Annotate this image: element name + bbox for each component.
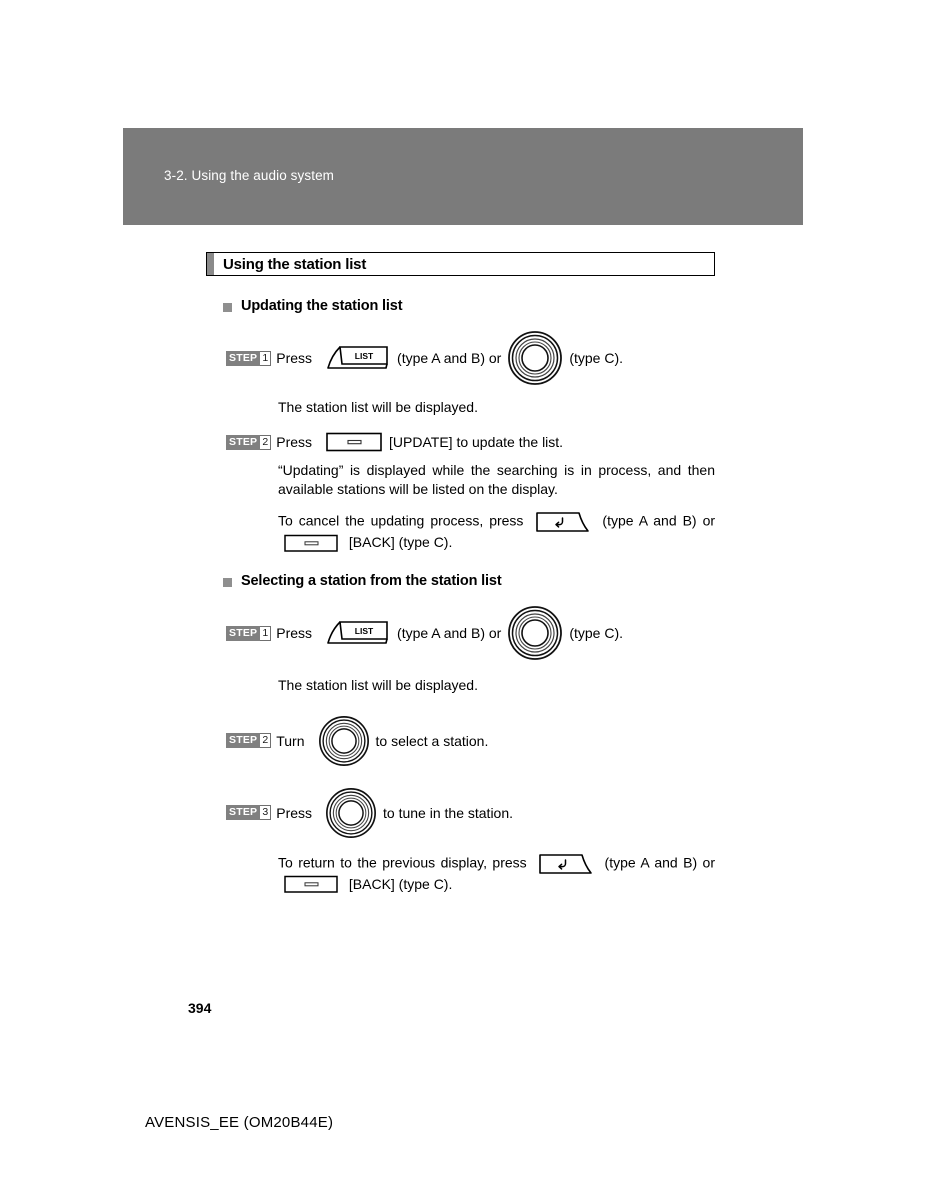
step-tail-text: to tune in the station. (383, 804, 514, 821)
blank-dash-key-icon[interactable] (284, 534, 339, 553)
step-badge-word: STEP (226, 626, 260, 641)
subheading-updating-station-list (223, 298, 718, 314)
step-middle-text: (type A and B) or (397, 350, 502, 366)
subheading-selecting-station (223, 573, 718, 589)
step-verb: Press (276, 625, 313, 642)
step-row-2-1 (226, 605, 718, 661)
step-verb: Press (276, 804, 313, 821)
page-content (206, 252, 718, 894)
step-tail-text: (type C). (569, 625, 624, 642)
section-title-box (206, 252, 715, 276)
step-tail-text: to select a station. (375, 732, 489, 749)
note-station-list-displayed-1: The station list will be displayed. (278, 399, 478, 415)
step-tail-text: [UPDATE] to update the list. (389, 434, 564, 451)
step-middle-text: (type A and B) or (397, 625, 502, 642)
step-row-2-2 (226, 715, 718, 767)
square-bullet-icon (223, 578, 232, 587)
step-badge-word: STEP (226, 351, 260, 366)
note-return-previous-display (278, 853, 715, 895)
section-breadcrumb: 3-2. Using the audio system (164, 168, 335, 183)
back-arrow-key-icon[interactable] (535, 511, 590, 533)
blank-dash-key-icon[interactable] (326, 432, 382, 452)
blank-dash-key-icon[interactable] (284, 875, 339, 894)
subheading-label: Updating the station list (241, 298, 403, 314)
rotary-knob-icon[interactable] (318, 715, 370, 767)
step-badge-word: STEP (226, 805, 260, 820)
step-tail-text: (type C). (569, 350, 624, 366)
step-verb: Press (276, 350, 313, 366)
rotary-knob-icon[interactable] (507, 605, 563, 661)
step-badge-number: 2 (260, 733, 271, 748)
step-row-2-3 (226, 787, 718, 839)
rotary-knob-icon[interactable] (325, 787, 377, 839)
step-badge (226, 805, 271, 820)
section-title-text: Using the station list (223, 255, 367, 273)
svg-text:LIST: LIST (354, 351, 374, 361)
note-station-list-displayed-2: The station list will be displayed. (278, 677, 478, 694)
step-row-1-1 (226, 330, 718, 386)
subheading-label: Selecting a station from the station list (241, 573, 502, 590)
rotary-knob-icon[interactable] (507, 330, 563, 386)
square-bullet-icon (223, 303, 232, 312)
step-verb: Press (276, 434, 313, 451)
step-badge-word: STEP (226, 733, 260, 748)
list-key-icon[interactable] (326, 620, 390, 646)
step-badge-number: 1 (260, 351, 271, 366)
step-verb: Turn (276, 732, 305, 749)
title-accent-bar (207, 253, 214, 275)
note-cancel-pre-text: To cancel the updating process, press (278, 513, 524, 530)
list-key-icon[interactable] (326, 345, 390, 371)
note-return-mid-text: (type A and B) or (604, 854, 715, 871)
page-header-band (123, 128, 803, 225)
step-badge (226, 435, 271, 450)
note-updating-description: “Updating” is displayed while the searching is in process, and then available stations will be listed on the display. (278, 462, 715, 497)
step-badge (226, 733, 271, 748)
step-badge-number: 2 (260, 435, 271, 450)
note-cancel-post-text: [BACK] (type C). (348, 534, 453, 551)
step-badge (226, 351, 271, 366)
step-badge-word: STEP (226, 435, 260, 450)
svg-text:LIST: LIST (354, 626, 374, 637)
back-arrow-key-icon[interactable] (538, 853, 593, 875)
footer-document-code: AVENSIS_EE (OM20B44E) (145, 1114, 334, 1131)
note-cancel-mid-text: (type A and B) or (602, 513, 716, 530)
step-badge (226, 626, 271, 641)
step-badge-number: 1 (260, 626, 271, 641)
step-badge-number: 3 (260, 805, 271, 820)
page-number: 394 (188, 1000, 212, 1016)
step-row-1-2 (226, 432, 718, 452)
note-return-pre-text: To return to the previous display, press (278, 854, 527, 871)
note-cancel-update (278, 511, 715, 553)
note-return-post-text: [BACK] (type C). (348, 875, 453, 892)
